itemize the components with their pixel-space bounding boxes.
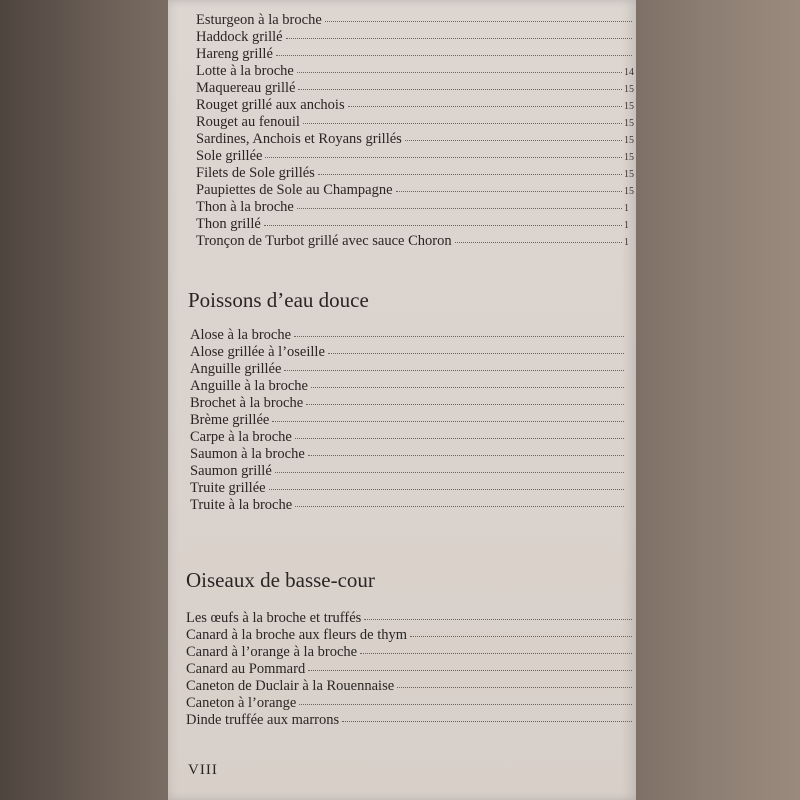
toc-entry bbox=[196, 29, 632, 46]
dot-leader bbox=[410, 636, 632, 637]
dot-leader bbox=[325, 21, 632, 22]
toc-entry-title: Canard au Pommard bbox=[186, 661, 306, 677]
toc-entry-title: Esturgeon à la broche bbox=[196, 12, 322, 28]
book-page bbox=[168, 0, 636, 800]
dot-leader bbox=[397, 687, 632, 688]
dot-leader bbox=[348, 106, 622, 107]
toc-entry bbox=[190, 378, 624, 395]
toc-entry bbox=[186, 644, 632, 661]
toc-page-number: 15 bbox=[624, 152, 634, 163]
toc-entry bbox=[196, 97, 632, 114]
dot-leader bbox=[360, 653, 632, 654]
dot-leader bbox=[264, 225, 622, 226]
toc-entry bbox=[190, 412, 624, 429]
toc-entry bbox=[190, 361, 624, 378]
toc-page-number: 15 bbox=[624, 101, 634, 112]
toc-entry-title: Sardines, Anchois et Royans grillés bbox=[196, 131, 402, 147]
dot-leader bbox=[298, 89, 622, 90]
toc-entry bbox=[196, 131, 632, 148]
toc-entry bbox=[190, 395, 624, 412]
toc-list bbox=[196, 12, 632, 250]
toc-page-number: 15 bbox=[624, 135, 634, 146]
background-left bbox=[0, 0, 168, 800]
toc-entry bbox=[196, 216, 632, 233]
dot-leader bbox=[276, 55, 632, 56]
toc-entry bbox=[190, 327, 624, 344]
toc-entry bbox=[190, 497, 624, 514]
dot-leader bbox=[294, 336, 624, 337]
toc-entry bbox=[196, 12, 632, 29]
toc-entry bbox=[196, 80, 632, 97]
toc-entry bbox=[196, 199, 632, 216]
toc-entry-title: Thon grillé bbox=[196, 216, 261, 232]
dot-leader bbox=[295, 506, 624, 507]
dot-leader bbox=[396, 191, 622, 192]
toc-entry-title: Tronçon de Turbot grillé avec sauce Choron bbox=[196, 233, 452, 249]
toc-entry-title: Dinde truffée aux marrons bbox=[186, 712, 340, 728]
toc-entry bbox=[196, 46, 632, 63]
dot-leader bbox=[265, 157, 622, 158]
toc-entry-title: Alose à la broche bbox=[190, 327, 292, 343]
toc-entry-title: Brochet à la broche bbox=[190, 395, 304, 411]
toc-entry bbox=[186, 661, 632, 678]
toc-entry bbox=[186, 610, 632, 627]
toc-entry bbox=[190, 446, 624, 463]
toc-entry-title: Rouget grillé aux anchois bbox=[196, 97, 345, 113]
toc-entry-title: Paupiettes de Sole au Champagne bbox=[196, 182, 393, 198]
dot-leader bbox=[308, 670, 632, 671]
toc-entry bbox=[190, 344, 624, 361]
toc-page-number: 15 bbox=[624, 118, 634, 129]
toc-page-number: 15 bbox=[624, 169, 634, 180]
toc-page-number: 1 bbox=[624, 220, 629, 231]
section-heading: Poissons d’eau douce bbox=[188, 288, 369, 312]
toc-entry bbox=[186, 678, 632, 695]
toc-list bbox=[186, 610, 632, 729]
toc-entry-title: Thon à la broche bbox=[196, 199, 294, 215]
toc-entry-title: Maquereau grillé bbox=[196, 80, 296, 96]
toc-page-number: 1 bbox=[624, 237, 629, 248]
toc-page-number: 15 bbox=[624, 186, 634, 197]
toc-entry-title: Alose grillée à l’oseille bbox=[190, 344, 325, 360]
toc-entry bbox=[190, 429, 624, 446]
toc-entry-title: Truite à la broche bbox=[190, 497, 293, 513]
toc-entry bbox=[196, 114, 632, 131]
toc-entry-title: Canard à la broche aux fleurs de thym bbox=[186, 627, 408, 643]
dot-leader bbox=[328, 353, 624, 354]
toc-entry-title: Saumon grillé bbox=[190, 463, 272, 479]
section-heading: Oiseaux de basse-cour bbox=[186, 568, 375, 592]
dot-leader bbox=[318, 174, 622, 175]
toc-list bbox=[190, 327, 624, 514]
dot-leader bbox=[303, 123, 622, 124]
toc-entry-title: Sole grillée bbox=[196, 148, 263, 164]
toc-entry-title: Haddock grillé bbox=[196, 29, 283, 45]
toc-entry-title: Carpe à la broche bbox=[190, 429, 292, 445]
toc-entry bbox=[196, 148, 632, 165]
dot-leader bbox=[272, 421, 624, 422]
dot-leader bbox=[297, 72, 622, 73]
toc-entry bbox=[190, 480, 624, 497]
toc-entry bbox=[196, 233, 632, 250]
toc-entry-title: Les œufs à la broche et truffés bbox=[186, 610, 362, 626]
toc-page-number: 1 bbox=[624, 203, 629, 214]
toc-entry-title: Caneton à l’orange bbox=[186, 695, 297, 711]
toc-entry-title: Canard à l’orange à la broche bbox=[186, 644, 358, 660]
toc-entry-title: Brème grillée bbox=[190, 412, 270, 428]
toc-entry-title: Anguille à la broche bbox=[190, 378, 308, 394]
dot-leader bbox=[284, 370, 624, 371]
toc-page-number: 15 bbox=[624, 84, 634, 95]
toc-entry-title: Anguille grillée bbox=[190, 361, 282, 377]
toc-entry bbox=[196, 165, 632, 182]
dot-leader bbox=[286, 38, 632, 39]
dot-leader bbox=[275, 472, 624, 473]
toc-page-number: 14 bbox=[624, 67, 634, 78]
toc-entry-title: Truite grillée bbox=[190, 480, 266, 496]
dot-leader bbox=[308, 455, 624, 456]
toc-entry-title: Rouget au fenouil bbox=[196, 114, 300, 130]
toc-entry bbox=[190, 463, 624, 480]
dot-leader bbox=[269, 489, 624, 490]
toc-entry-title: Caneton de Duclair à la Rouennaise bbox=[186, 678, 395, 694]
toc-entry bbox=[196, 63, 632, 80]
dot-leader bbox=[342, 721, 632, 722]
toc-entry bbox=[186, 712, 632, 729]
toc-entry bbox=[186, 695, 632, 712]
dot-leader bbox=[297, 208, 622, 209]
toc-entry-title: Saumon à la broche bbox=[190, 446, 305, 462]
toc-entry-title: Filets de Sole grillés bbox=[196, 165, 315, 181]
toc-entry-title: Lotte à la broche bbox=[196, 63, 294, 79]
dot-leader bbox=[455, 242, 622, 243]
dot-leader bbox=[295, 438, 624, 439]
dot-leader bbox=[405, 140, 622, 141]
toc-entry-title: Hareng grillé bbox=[196, 46, 273, 62]
toc-entry bbox=[196, 182, 632, 199]
background-right bbox=[636, 0, 800, 800]
dot-leader bbox=[311, 387, 624, 388]
dot-leader bbox=[299, 704, 632, 705]
toc-entry bbox=[186, 627, 632, 644]
dot-leader bbox=[364, 619, 632, 620]
dot-leader bbox=[306, 404, 624, 405]
page-number: VIII bbox=[188, 762, 218, 778]
